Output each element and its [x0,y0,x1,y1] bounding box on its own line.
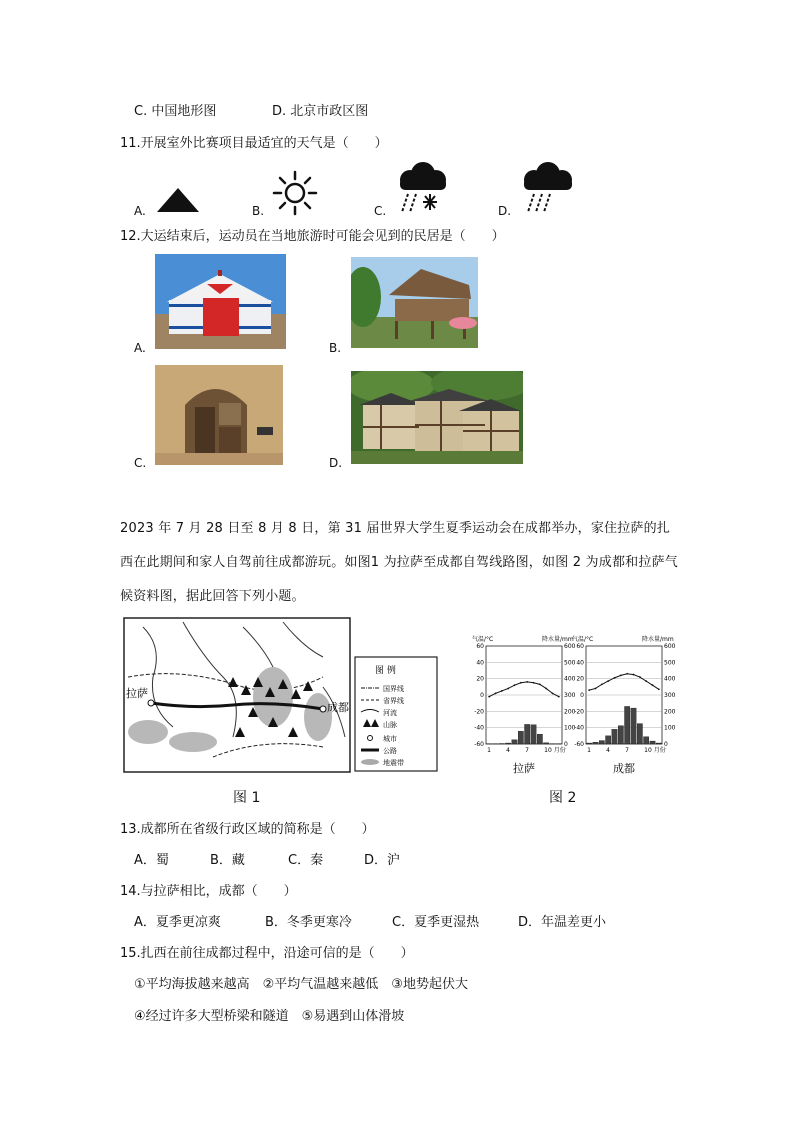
temp-tick: 0 [580,692,584,699]
temp-point [488,696,490,698]
precip-bar [587,743,592,744]
precip-bar [599,741,604,744]
precip-tick: 300 [564,692,576,699]
precip-tick: 200 [564,708,576,716]
precip-bar [650,741,655,744]
temp-point [601,683,603,685]
temp-point [607,680,609,682]
precip-tick: 200 [664,708,676,716]
precip-bar [593,742,598,744]
temp-tick: 60 [476,643,484,650]
precip-tick: 0 [664,741,668,748]
temp-tick: 0 [480,692,484,699]
month-tick: 1 [587,747,591,754]
map-city-lhasa: 拉萨 [126,687,148,700]
q14-option-a: A．夏季更凉爽 [134,915,221,930]
cave-dwelling-photo [155,365,283,465]
q12-stem: 12.大运结束后，运动员在当地旅游时可能会见到的民居是（ ） [120,229,505,244]
q15-statements-line-1: ①平均海拔越来越高 ②平均气温越来越低 ③地势起伏大 [134,977,468,992]
precip-bar [518,731,523,744]
temp-point [520,682,522,684]
q14-option-d: D．年温差更小 [518,915,607,930]
climate-charts [468,630,688,778]
temp-point [552,692,554,694]
temp-point [639,676,641,678]
q14-option-c: C．夏季更湿热 [392,915,480,930]
wooden-houses-photo [351,371,523,464]
precip-axis-label: 降水量/mm [642,636,674,643]
precip-bar [606,736,611,744]
precip-tick: 500 [564,659,576,667]
temp-point [588,689,590,691]
temp-tick: 20 [576,675,584,683]
month-tick: 4 [506,747,510,754]
legend-item-national-border: 国界线 [383,685,404,693]
q12-option-c-label: C. [134,456,147,470]
q11-option-d-label: D. [498,204,512,218]
month-tick: 10 月份 [544,747,566,754]
month-tick: 10 月份 [644,747,666,754]
q14-option-b: B．冬季更寒冷 [265,915,352,930]
precip-tick: 600 [564,643,576,650]
temp-point [507,688,509,690]
precip-tick: 400 [664,675,676,683]
temp-tick: 40 [576,659,584,667]
temp-point [558,696,560,698]
legend-item-city: 城市 [383,735,397,743]
temp-point [595,688,597,690]
precip-bar [512,740,517,744]
temp-axis-label: 气温/°C [572,636,594,643]
temp-point [514,684,516,686]
month-tick: 7 [625,747,629,754]
q13-option-d: D．沪 [364,853,401,868]
temp-line [489,682,559,697]
chart-city-name: 成都 [613,762,635,775]
figure-1-caption: 图 1 [233,790,261,806]
triangle-icon [155,186,201,214]
precip-tick: 400 [564,675,576,683]
sun-icon [272,170,318,216]
temp-point [658,688,660,690]
q14-stem: 14.与拉萨相比，成都（ ） [120,884,297,899]
q15-statements-line-2: ④经过许多大型桥梁和隧道 ⑤易遇到山体滑坡 [134,1009,405,1024]
temp-point [633,674,635,676]
temp-tick: 20 [476,675,484,683]
temp-tick: 60 [576,643,584,650]
precip-tick: 100 [564,724,576,732]
legend-title: 图 例 [375,666,396,676]
temp-point [652,684,654,686]
legend-item-river: 河流 [383,709,397,717]
q12-option-a-label: A. [134,341,146,355]
temp-point [545,688,547,690]
temp-line [589,674,659,690]
temp-point [533,682,535,684]
map-city-chengdu: 成都 [327,701,349,714]
temp-tick: -60 [474,741,484,748]
month-tick: 7 [525,747,529,754]
precip-bar [525,724,530,744]
precip-tick: 100 [664,724,676,732]
precip-tick: 300 [664,692,676,699]
yurt-photo [155,254,286,349]
temp-point [620,675,622,677]
bamboo-house-photo [351,257,478,348]
q11-option-c-label: C. [374,204,387,218]
q13-option-a: A．蜀 [134,853,169,868]
temp-axis-label: 气温/°C [472,636,494,643]
q11-option-a-label: A. [134,204,146,218]
precip-bar [544,743,549,744]
q13-stem: 13.成都所在省级行政区域的简称是（ ） [120,822,375,837]
temp-point [526,681,528,683]
q12-option-b-label: B. [329,341,342,355]
q11-option-b-label: B. [252,204,265,218]
precip-bar [618,726,623,744]
temp-tick: 40 [476,659,484,667]
temp-tick: -20 [474,708,484,716]
temp-point [626,673,628,675]
precip-bar [625,706,630,744]
route-map [123,617,439,773]
temp-point [501,690,503,692]
precip-bar [612,729,617,744]
temp-point [614,677,616,679]
rain-snow-icon [396,160,450,214]
q10-option-c: C. 中国地形图 [134,104,217,119]
month-tick: 1 [487,747,491,754]
q12-option-d-label: D. [329,456,343,470]
precip-tick: 500 [664,659,676,667]
precip-tick: 0 [564,741,568,748]
temp-tick: -20 [574,708,584,716]
passage-text: 2023 年 7 月 28 日至 8 月 8 日，第 31 届世界大学生夏季运动会在成都举办，家住拉萨的扎西在此期间和家人自驾前往成都游玩。如图1 为拉萨至成都自驾线路图，如图 2 为成都和拉萨气候资料图，据此回答下列小题。 [120,521,678,604]
temp-tick: -60 [574,741,584,748]
chart-city-name: 拉萨 [513,762,535,775]
q15-stem: 15.扎西在前往成都过程中，沿途可信的是（ ） [120,946,414,961]
legend-item-province-border: 省界线 [383,697,404,705]
legend-item-mountain: 山脉 [383,721,397,729]
precip-bar [644,737,649,744]
legend-item-highway: 公路 [383,747,397,755]
precip-bar [637,724,642,744]
precip-bar [537,734,542,744]
q11-stem: 11.开展室外比赛项目最适宜的天气是（ ） [120,136,388,151]
temp-tick: -40 [574,724,584,732]
temp-point [495,692,497,694]
temp-tick: -40 [474,724,484,732]
rain-cloud-icon [520,160,576,214]
q13-option-c: C．秦 [288,853,324,868]
temp-point [539,683,541,685]
precip-bar [531,725,536,744]
figure-2-caption: 图 2 [549,790,577,806]
legend-item-seismic-belt: 地震带 [383,759,404,767]
precip-tick: 600 [664,643,676,650]
precip-bar [656,743,661,744]
precip-axis-label: 降水量/mm [542,636,574,643]
temp-point [645,680,647,682]
precip-bar [506,743,511,744]
precip-bar [631,708,636,744]
q10-option-d: D. 北京市政区图 [272,104,369,119]
month-tick: 4 [606,747,610,754]
q13-option-b: B．藏 [210,853,245,868]
